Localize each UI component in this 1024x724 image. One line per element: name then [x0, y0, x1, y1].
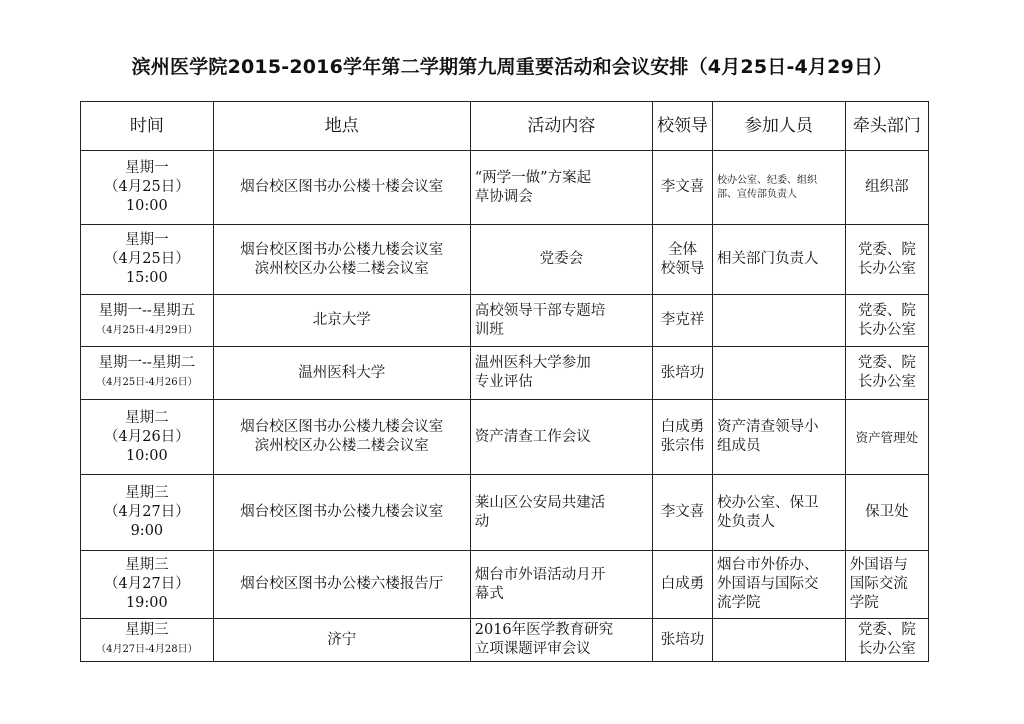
leader-cell: [652, 347, 712, 400]
content-line: 幕式: [474, 585, 504, 602]
leader-cell: [652, 295, 712, 347]
table-row: [81, 347, 929, 400]
header-content: 活动内容: [470, 102, 652, 151]
leader-cell: [652, 619, 712, 662]
content-cell: [470, 151, 652, 225]
table-row: [81, 151, 929, 225]
place-cell: [213, 347, 470, 400]
content-cell: [470, 619, 652, 662]
place-cell: [213, 475, 470, 551]
time-cell: [81, 225, 214, 295]
leader-cell: [652, 475, 712, 551]
header-row: [81, 102, 929, 151]
time-cell: [81, 295, 214, 347]
table-row: [81, 551, 929, 619]
date: （4月25日）: [104, 179, 190, 195]
date: （4月27日）: [104, 504, 190, 520]
table-row: [81, 400, 929, 475]
dept-line: 党委、院: [857, 355, 916, 371]
weekday: 星期一: [125, 232, 169, 248]
time-cell: [81, 475, 214, 551]
content-line: 高校领导干部专题培: [474, 302, 606, 319]
date: （4月25日-4月26日）: [96, 377, 198, 388]
content-cell: [470, 400, 652, 475]
place-cell: [213, 151, 470, 225]
document-title: 滨州医学院2015-2016学年第二学期第九周重要活动和会议安排（4月25日-4月29日）: [131, 56, 893, 78]
content-line: 烟台市外语活动月开: [474, 566, 606, 583]
content-line: 动: [474, 513, 490, 530]
place-cell: [213, 400, 470, 475]
dept-cell: [845, 400, 928, 475]
schedule-table: [80, 101, 929, 662]
header-time: 时间: [81, 102, 214, 151]
content-line: 训班: [474, 321, 504, 338]
place-line: 北京大学: [312, 312, 371, 328]
leader-line: 李克祥: [660, 312, 705, 328]
header-leader: 校领导: [652, 102, 712, 151]
people-line: 流学院: [717, 595, 761, 611]
dept-cell: [845, 551, 928, 619]
dept-line: 资产管理处: [855, 429, 919, 445]
content-line: 立项课题评审会议: [474, 641, 591, 657]
date: （4月27日-4月28日）: [96, 644, 198, 655]
leader-cell: [652, 400, 712, 475]
people-cell: [713, 347, 846, 400]
people-line: 处负责人: [717, 513, 776, 530]
people-line: 校办公室、纪委、组织: [717, 174, 818, 186]
leader-line: 张培功: [660, 631, 705, 648]
dept-line: 长办公室: [857, 260, 916, 277]
place-line: 温州医科大学: [298, 364, 386, 381]
content-cell: [470, 295, 652, 347]
header-dept: 牵头部门: [845, 102, 928, 151]
people-cell: [713, 400, 846, 475]
date: （4月26日）: [104, 428, 190, 445]
dept-cell: [845, 225, 928, 295]
place-line: 济宁: [327, 631, 357, 648]
content-line: 莱山区公安局共建活: [474, 494, 606, 511]
people-line: 资产清查领导小: [717, 419, 819, 435]
dept-line: 党委、院: [857, 302, 916, 319]
content-cell: [470, 347, 652, 400]
people-cell: [713, 619, 846, 662]
content-cell: [470, 225, 652, 295]
people-line: 外国语与国际交: [717, 576, 819, 592]
leader-line: 校领导: [660, 260, 705, 277]
content-line: 草协调会: [474, 188, 533, 205]
dept-cell: [845, 347, 928, 400]
content-line: 2016年医学教育研究: [474, 622, 614, 638]
dept-cell: [845, 151, 928, 225]
leader-line: 李文喜: [660, 504, 705, 520]
header-place: 地点: [213, 102, 470, 151]
people-line: 相关部门负责人: [717, 251, 819, 267]
place-cell: [213, 225, 470, 295]
table-row: [81, 619, 929, 662]
dept-line: 党委、院: [857, 241, 916, 258]
dept-line: 保卫处: [865, 504, 909, 520]
dept-line: 学院: [849, 595, 879, 611]
table-row: [81, 225, 929, 295]
leader-line: 全体: [668, 241, 697, 258]
place-line: 烟台校区图书办公楼十楼会议室: [240, 179, 444, 195]
place-cell: [213, 619, 470, 662]
people-cell: [713, 295, 846, 347]
people-cell: [713, 151, 846, 225]
time-cell: [81, 400, 214, 475]
leader-line: 张宗伟: [660, 438, 705, 454]
people-line: 组成员: [717, 438, 761, 454]
place-line: 滨州校区办公楼二楼会议室: [254, 260, 429, 277]
people-cell: [713, 551, 846, 619]
clock-time: 10:00: [125, 198, 168, 214]
place-cell: [213, 295, 470, 347]
people-cell: [713, 225, 846, 295]
clock-time: 9:00: [130, 523, 164, 539]
clock-time: 15:00: [125, 270, 168, 286]
content-line: 资产清查工作会议: [474, 428, 591, 445]
leader-line: 李文喜: [660, 179, 705, 195]
content-cell: [470, 551, 652, 619]
place-line: 滨州校区办公楼二楼会议室: [254, 438, 429, 454]
dept-cell: [845, 295, 928, 347]
leader-cell: [652, 551, 712, 619]
dept-line: 组织部: [865, 179, 909, 195]
leader-line: 白成勇: [660, 419, 705, 435]
clock-time: 10:00: [125, 447, 168, 464]
weekday: 星期一--星期二: [98, 355, 196, 371]
dept-line: 国际交流: [849, 576, 908, 592]
header-people: 参加人员: [713, 102, 846, 151]
table-row: [81, 475, 929, 551]
time-cell: [81, 619, 214, 662]
weekday: 星期一: [125, 160, 169, 176]
clock-time: 19:00: [125, 595, 168, 611]
dept-line: 长办公室: [857, 641, 916, 657]
place-line: 烟台校区图书办公楼九楼会议室: [240, 241, 444, 258]
table-row: [81, 295, 929, 347]
content-line: 专业评估: [474, 374, 533, 390]
leader-line: 张培功: [660, 364, 705, 381]
weekday: 星期三: [125, 622, 169, 638]
weekday: 星期三: [125, 557, 169, 573]
leader-cell: [652, 225, 712, 295]
place-line: 烟台校区图书办公楼六楼报告厅: [240, 576, 444, 592]
content-line: 温州医科大学参加: [474, 355, 591, 371]
leader-cell: [652, 151, 712, 225]
content-cell: [470, 475, 652, 551]
date: （4月25日）: [104, 251, 190, 267]
weekday: 星期二: [125, 409, 169, 426]
dept-line: 长办公室: [857, 374, 916, 390]
date: （4月27日）: [104, 576, 190, 592]
dept-line: 党委、院: [857, 622, 916, 638]
content-line: 党委会: [539, 251, 584, 267]
content-line: “两学一做”方案起: [474, 169, 592, 186]
time-cell: [81, 551, 214, 619]
leader-line: 白成勇: [660, 576, 705, 592]
time-cell: [81, 151, 214, 225]
people-line: 校办公室、保卫: [717, 494, 819, 511]
people-cell: [713, 475, 846, 551]
place-line: 烟台校区图书办公楼九楼会议室: [240, 419, 444, 435]
dept-line: 长办公室: [857, 321, 916, 338]
dept-cell: [845, 619, 928, 662]
weekday: 星期一--星期五: [98, 302, 196, 319]
weekday: 星期三: [125, 485, 169, 501]
date: （4月25日-4月29日）: [96, 324, 198, 336]
dept-cell: [845, 475, 928, 551]
time-cell: [81, 347, 214, 400]
place-line: 烟台校区图书办公楼九楼会议室: [240, 504, 444, 520]
people-line: 烟台市外侨办、: [717, 557, 819, 573]
dept-line: 外国语与: [849, 557, 908, 573]
place-cell: [213, 551, 470, 619]
people-line: 部、宣传部负责人: [717, 188, 798, 200]
